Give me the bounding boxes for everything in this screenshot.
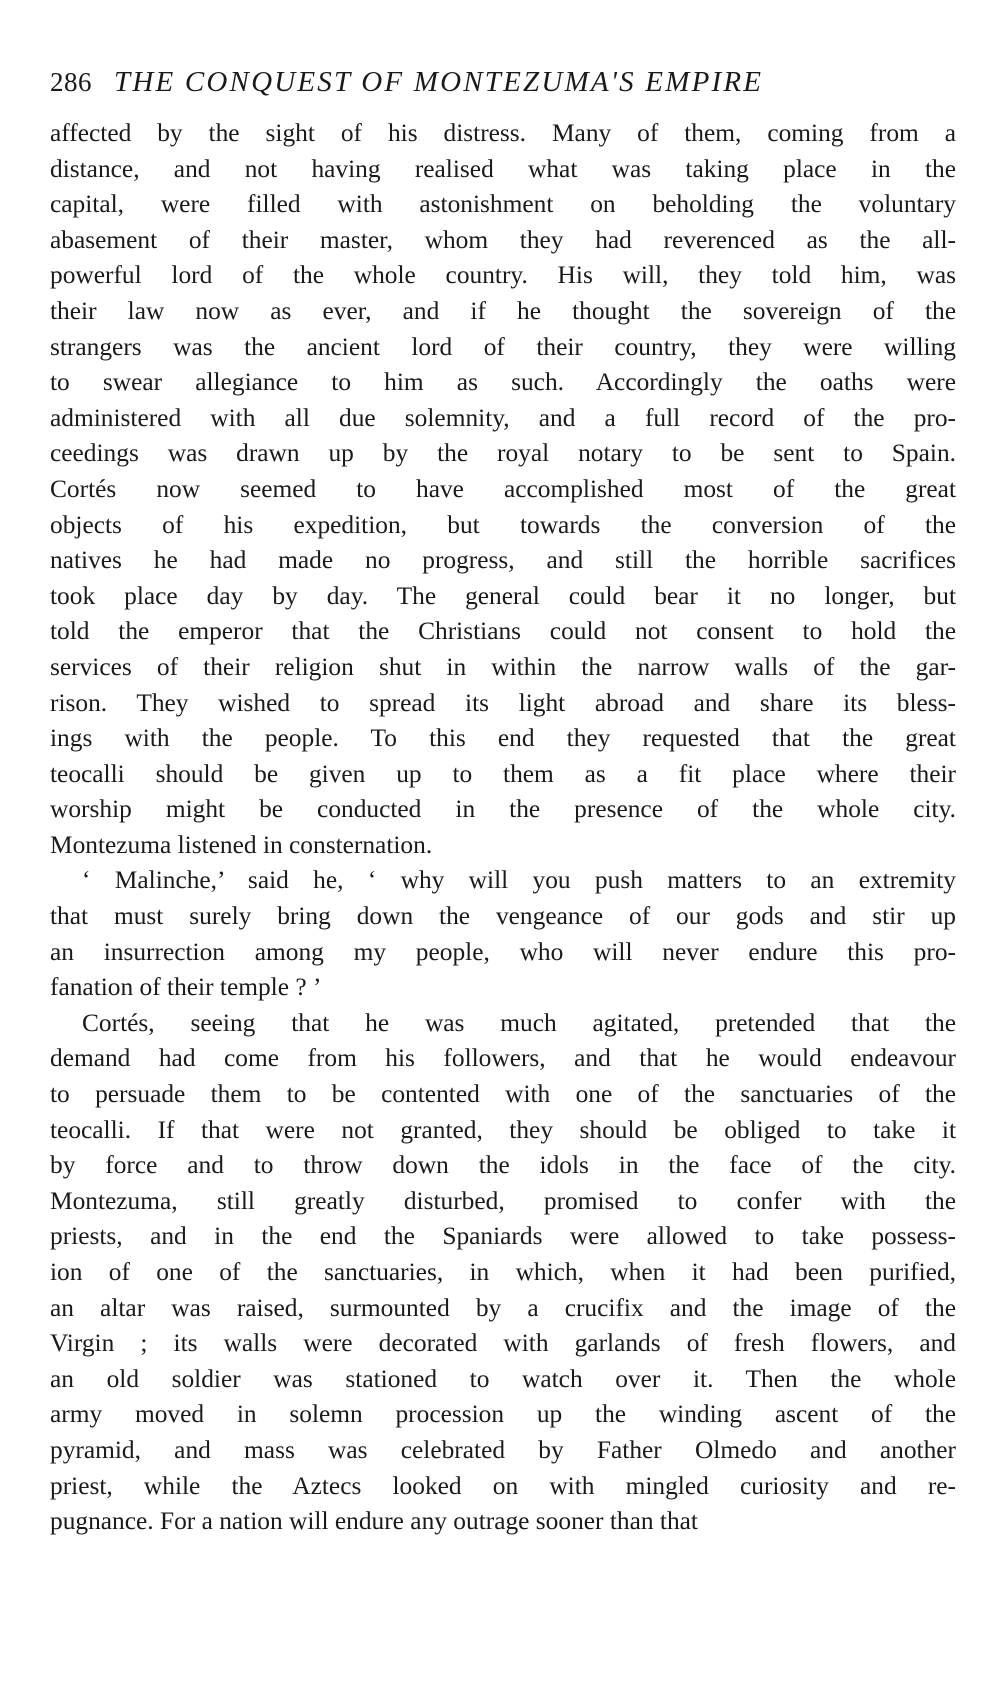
text-line: army moved in solemn procession up the winding ascent of the bbox=[50, 1400, 956, 1429]
text-line: capital, were filled with astonishment on beholding the voluntary bbox=[50, 190, 956, 219]
text-line: worship might be conducted in the presence of the whole city. bbox=[50, 795, 956, 824]
text-line: administered with all due solemnity, and a full record of the pro- bbox=[50, 403, 956, 432]
text-line: ceedings was drawn up by the royal notary to be sent to Spain. bbox=[50, 439, 956, 468]
page-number: 286 bbox=[50, 67, 92, 97]
text-line: pyramid, and mass was celebrated by Father Olmedo and another bbox=[50, 1435, 956, 1464]
text-line: Cortés now seemed to have accomplished most of the great bbox=[50, 474, 956, 503]
text-line: objects of his expedition, but towards the conversion of the bbox=[50, 510, 956, 539]
text-line: an altar was raised, surmounted by a crucifix and the image of the bbox=[50, 1293, 956, 1322]
paragraph bbox=[50, 116, 956, 863]
text-line: teocalli should be given up to them as a fit place where their bbox=[50, 759, 956, 788]
book-page bbox=[50, 66, 956, 1540]
text-line: an insurrection among my people, who will never endure this pro- bbox=[50, 937, 956, 966]
body-text bbox=[50, 116, 956, 1540]
text-line: rison. They wished to spread its light abroad and share its bless- bbox=[50, 688, 956, 717]
text-line: Montezuma, still greatly disturbed, promised to confer with the bbox=[50, 1186, 956, 1215]
text-line: told the emperor that the Christians could not consent to hold the bbox=[50, 617, 956, 646]
text-line: powerful lord of the whole country. His will, they told him, was bbox=[50, 261, 956, 290]
text-line: fanation of their temple ? ’ bbox=[50, 973, 322, 1002]
text-line: teocalli. If that were not granted, they should be obliged to take it bbox=[50, 1115, 956, 1144]
text-line: to persuade them to be contented with one of the sanctuaries of the bbox=[50, 1080, 956, 1109]
paragraph bbox=[50, 1006, 956, 1540]
text-line: ings with the people. To this end they requested that the great bbox=[50, 724, 956, 753]
paragraph bbox=[50, 863, 956, 1005]
running-head bbox=[50, 66, 956, 106]
text-line: Virgin ; its walls were decorated with garlands of fresh flowers, and bbox=[50, 1329, 956, 1358]
text-line: that must surely bring down the vengeance of our gods and stir up bbox=[50, 902, 956, 931]
text-line: by force and to throw down the idols in the face of the city. bbox=[50, 1151, 956, 1180]
text-line: their law now as ever, and if he thought the sovereign of the bbox=[50, 296, 956, 325]
text-line: strangers was the ancient lord of their country, they were willing bbox=[50, 332, 956, 361]
text-line: Cortés, seeing that he was much agitated, pretended that the bbox=[82, 1008, 956, 1037]
text-line: abasement of their master, whom they had reverenced as the all- bbox=[50, 225, 956, 254]
text-line: an old soldier was stationed to watch over it. Then the whole bbox=[50, 1364, 956, 1393]
text-line: priests, and in the end the Spaniards were allowed to take possess- bbox=[50, 1222, 956, 1251]
text-line: ‘ Malinche,’ said he, ‘ why will you push matters to an extremity bbox=[82, 866, 956, 895]
running-title: THE CONQUEST OF MONTEZUMA'S EMPIRE bbox=[114, 66, 764, 98]
text-line: services of their religion shut in within the narrow walls of the gar- bbox=[50, 652, 956, 681]
text-line: natives he had made no progress, and still the horrible sacrifices bbox=[50, 546, 956, 575]
text-line: priest, while the Aztecs looked on with mingled curiosity and re- bbox=[50, 1471, 956, 1500]
text-line: pugnance. For a nation will endure any outrage sooner than that bbox=[50, 1507, 698, 1536]
text-line: to swear allegiance to him as such. Accordingly the oaths were bbox=[50, 368, 956, 397]
text-line: affected by the sight of his distress. Many of them, coming from a bbox=[50, 119, 956, 147]
text-line: demand had come from his followers, and that he would endeavour bbox=[50, 1044, 956, 1073]
text-line: Montezuma listened in consternation. bbox=[50, 830, 433, 859]
text-line: ion of one of the sanctuaries, in which, when it had been purified, bbox=[50, 1258, 956, 1286]
text-line: distance, and not having realised what was taking place in the bbox=[50, 154, 956, 183]
text-line: took place day by day. The general could bear it no longer, but bbox=[50, 581, 956, 610]
